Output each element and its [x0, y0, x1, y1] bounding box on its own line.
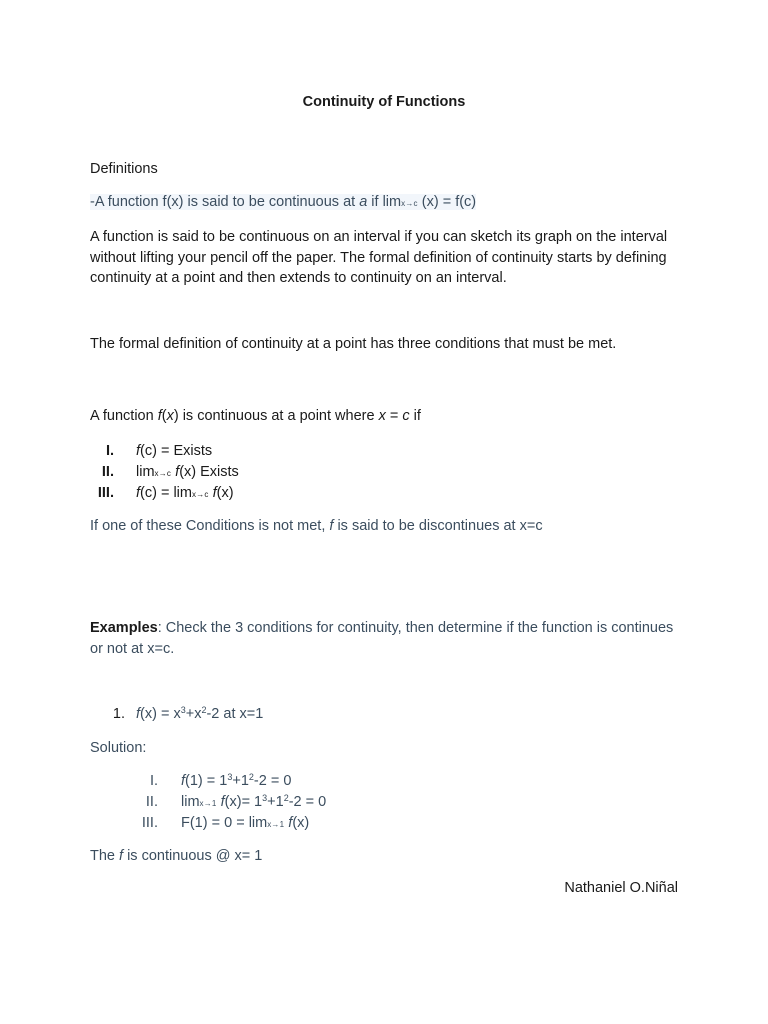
conclusion-f: f: [119, 848, 124, 864]
definitions-heading: Definitions: [90, 161, 158, 177]
conclusion-rest: is continuous @ x= 1: [123, 848, 263, 864]
author-signature: Nathaniel O.Niñal: [564, 880, 678, 896]
condition-text: [136, 483, 234, 506]
step-text: [181, 813, 309, 836]
condition-number: II.: [101, 464, 114, 480]
example-f: f: [136, 706, 141, 722]
page-title: Continuity of Functions: [302, 94, 466, 110]
step-part: (1) = 1: [185, 773, 228, 789]
example-part: +x: [185, 706, 202, 722]
condition-text: [136, 462, 239, 485]
example-number: 1.: [112, 706, 125, 722]
condition-rest: (x): [216, 485, 234, 501]
condition-number: III.: [97, 485, 114, 501]
condition-text: [136, 441, 212, 462]
condition-f: f: [136, 443, 141, 459]
definition-1-lim-subscript: x→c: [401, 199, 418, 208]
intro-text: A function: [90, 408, 158, 424]
step-part: +1: [267, 794, 284, 810]
step-text: [181, 771, 291, 792]
step-exponent: 3: [262, 793, 268, 803]
conclusion: [90, 846, 690, 867]
condition-lim-subscript: x→c: [192, 490, 209, 499]
step-exponent: 2: [283, 793, 289, 803]
definition-1-lim: if lim: [367, 194, 402, 210]
definitions-paragraph: A function is said to be continuous on an interval if you can sketch its graph on the interval without lifting your pencil off the paper. The formal definition of continuity starts by defining continuity at a point and then extends to continuity on an interval.: [90, 229, 668, 286]
intro-x: x: [166, 408, 174, 424]
definition-1-var-a: a: [359, 194, 368, 210]
step-f: f: [284, 815, 293, 831]
condition-intro: [90, 406, 690, 427]
intro-x2: x: [378, 408, 386, 424]
intro-f: f: [157, 408, 162, 424]
intro-paren: (: [161, 408, 167, 424]
intro-c: c: [402, 408, 410, 424]
condition-rest: (c) = Exists: [140, 443, 213, 459]
definition-1-highlight: [90, 194, 476, 210]
step-part: (x): [292, 815, 310, 831]
step-lim: lim: [181, 794, 200, 810]
definition-1-text: -A function f(x) is said to be continuous at: [90, 194, 360, 210]
examples-paragraph: [90, 618, 690, 659]
condition-number: I.: [105, 443, 114, 459]
condition-f: f: [136, 485, 141, 501]
condition-rest: (x) Exists: [179, 464, 239, 480]
note-f: f: [329, 518, 334, 534]
step-f: f: [216, 794, 225, 810]
discontinuity-note: [90, 516, 690, 537]
step-lim-subscript: x→1: [199, 799, 217, 808]
step-exponent: 2: [248, 772, 254, 782]
intro-mid: ) is continuous at a point where: [173, 408, 379, 424]
step-number: III.: [141, 815, 158, 831]
example-part: (x) = x: [140, 706, 181, 722]
note-text: If one of these Conditions is not met,: [90, 518, 330, 534]
step-part: -2 = 0: [253, 773, 292, 789]
condition-f2: f: [208, 485, 217, 501]
step-exponent: 3: [227, 772, 233, 782]
step-part: (x)= 1: [224, 794, 263, 810]
definition-1-rest: (x) = f(c): [417, 194, 477, 210]
example-exponent: 2: [201, 705, 207, 715]
step-part: +1: [232, 773, 249, 789]
intro-eq: =: [385, 408, 403, 424]
example-part: -2 at x=1: [206, 706, 264, 722]
examples-label: Examples: [90, 620, 158, 636]
step-number: II.: [145, 794, 158, 810]
step-part: -2 = 0: [288, 794, 327, 810]
intro-if: if: [409, 408, 421, 424]
condition-lim: lim: [136, 464, 155, 480]
condition-f: f: [171, 464, 180, 480]
step-lim: F(1) = 0 = lim: [181, 815, 268, 831]
step-f: f: [181, 773, 186, 789]
example-exponent: 3: [180, 705, 186, 715]
examples-text: : Check the 3 conditions for continuity, then determine if the function is continues or not at x=c.: [90, 620, 674, 657]
conclusion-text: The: [90, 848, 120, 864]
condition-lim-subscript: x→c: [154, 469, 172, 478]
formal-statement: The formal definition of continuity at a point has three conditions that must be met.: [90, 336, 617, 352]
definition-1: [90, 192, 690, 215]
step-lim-subscript: x→1: [267, 820, 285, 829]
step-text: [181, 792, 326, 815]
solution-label: Solution:: [90, 740, 147, 756]
step-number: I.: [149, 773, 158, 789]
condition-lim: (c) = lim: [140, 485, 192, 501]
note-rest: is said to be discontinues at x=c: [333, 518, 543, 534]
example-function: [136, 704, 263, 725]
